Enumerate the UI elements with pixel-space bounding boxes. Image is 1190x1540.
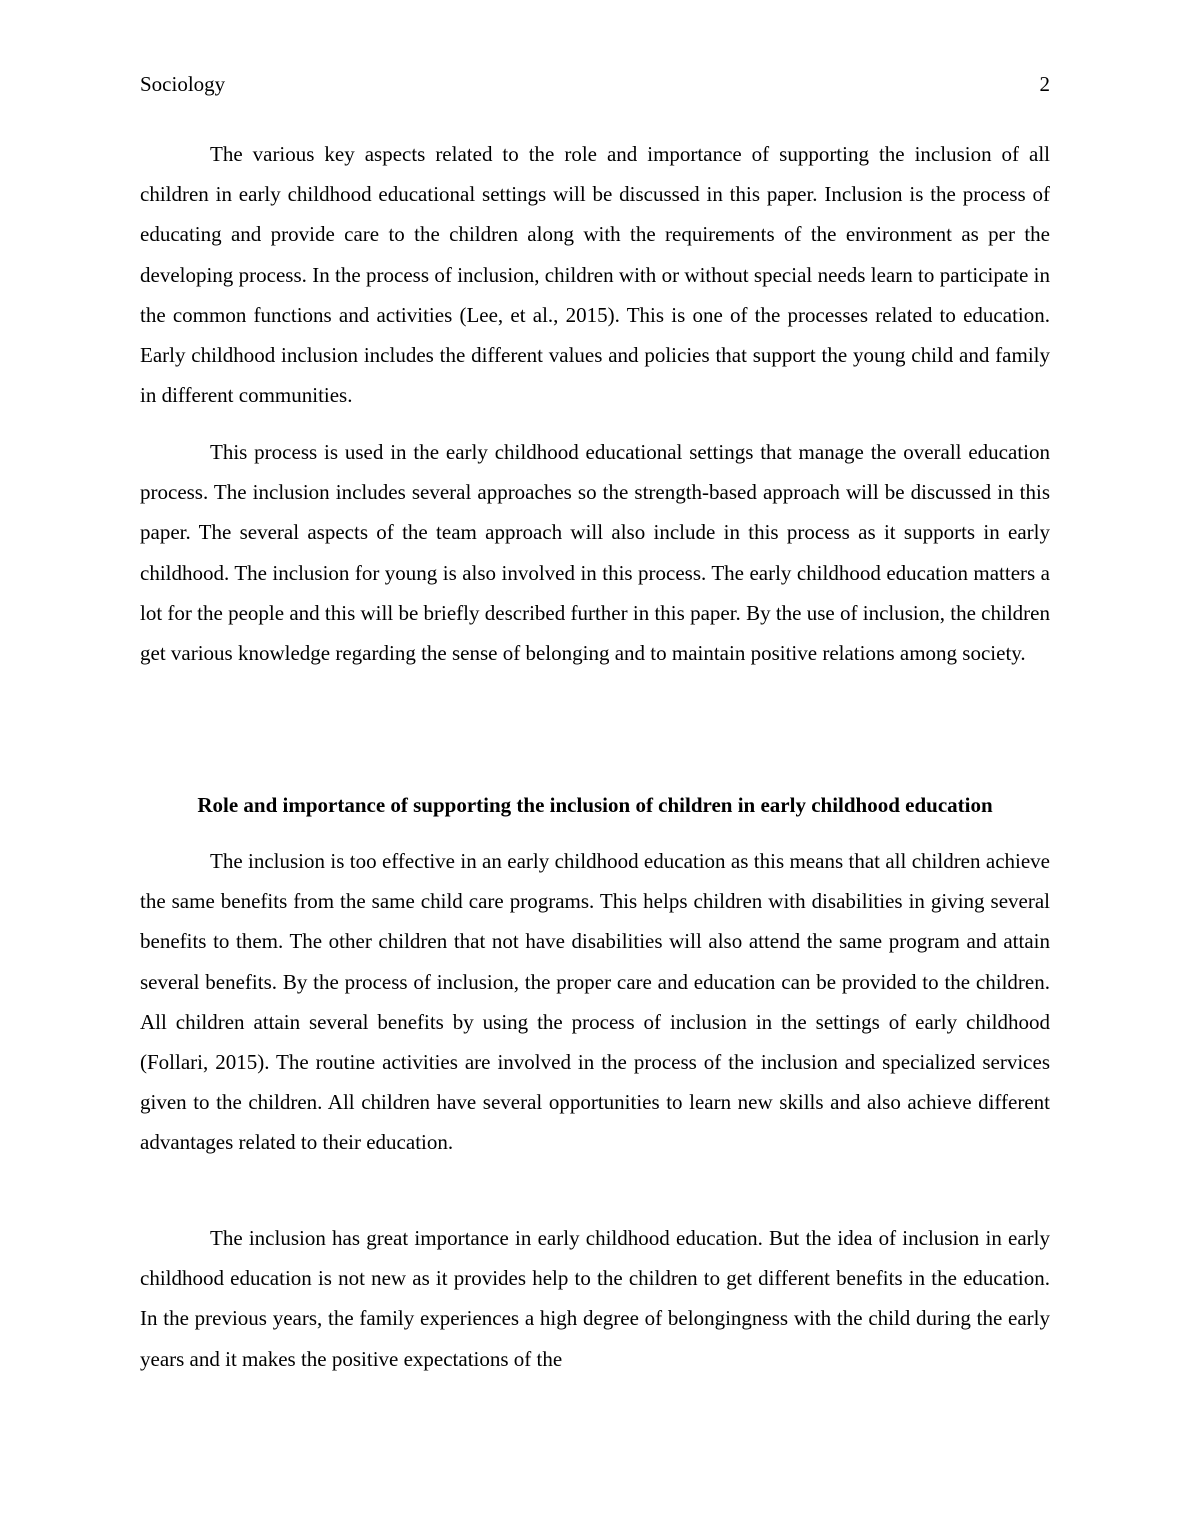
section-paragraph: The inclusion has great importance in early childhood education. But the idea of inclusion in early childhood education is not new as it provides help to the children to get different benefits in the education. In the previous years, the family experiences a high degree of belongingness with the child during the early years and it makes the positive expectations of the [140,1226,1050,1371]
page-number: 2 [1039,72,1050,96]
running-head: Sociology [140,72,226,96]
section-heading: Role and importance of supporting the inclusion of children in early childhood education [197,793,993,817]
page-header [140,70,1050,98]
section-paragraph: The inclusion is too effective in an early childhood education as this means that all children achieve the same benefits from the same child care programs. This helps children with disabilities in giving several benefits to them. The other children that not have disabilities will also attend the same program and attain several benefits. By the process of inclusion, the proper care and education can be provided to the children. All children attain several benefits by using the process of inclusion in the settings of early childhood (Follari, 2015). The routine activities are involved in the process of the inclusion and specialized services given to the children. All children have several opportunities to learn new skills and also achieve different advantages related to their education. [140,849,1050,1155]
body-paragraph: The various key aspects related to the role and importance of supporting the inclusion of all children in early childhood educational settings will be discussed in this paper. Inclusion is the process of educating and provide care to the children along with the requirements of the environment as per the developing process. In the process of inclusion, children with or without special needs learn to participate in the common functions and activities (Lee, et al., 2015). This is one of the processes related to education. Early childhood inclusion includes the different values and policies that support the young child and family in different communities. [140,142,1050,408]
body-paragraph: This process is used in the early childhood educational settings that manage the overall education process. The inclusion includes several approaches so the strength-based approach will be discussed in this paper. The several aspects of the team approach will also include in this process as it supports in early childhood. The inclusion for young is also involved in this process. The early childhood education matters a lot for the people and this will be briefly described further in this paper. By the use of inclusion, the children get various knowledge regarding the sense of belonging and to maintain positive relations among society. [140,440,1050,666]
